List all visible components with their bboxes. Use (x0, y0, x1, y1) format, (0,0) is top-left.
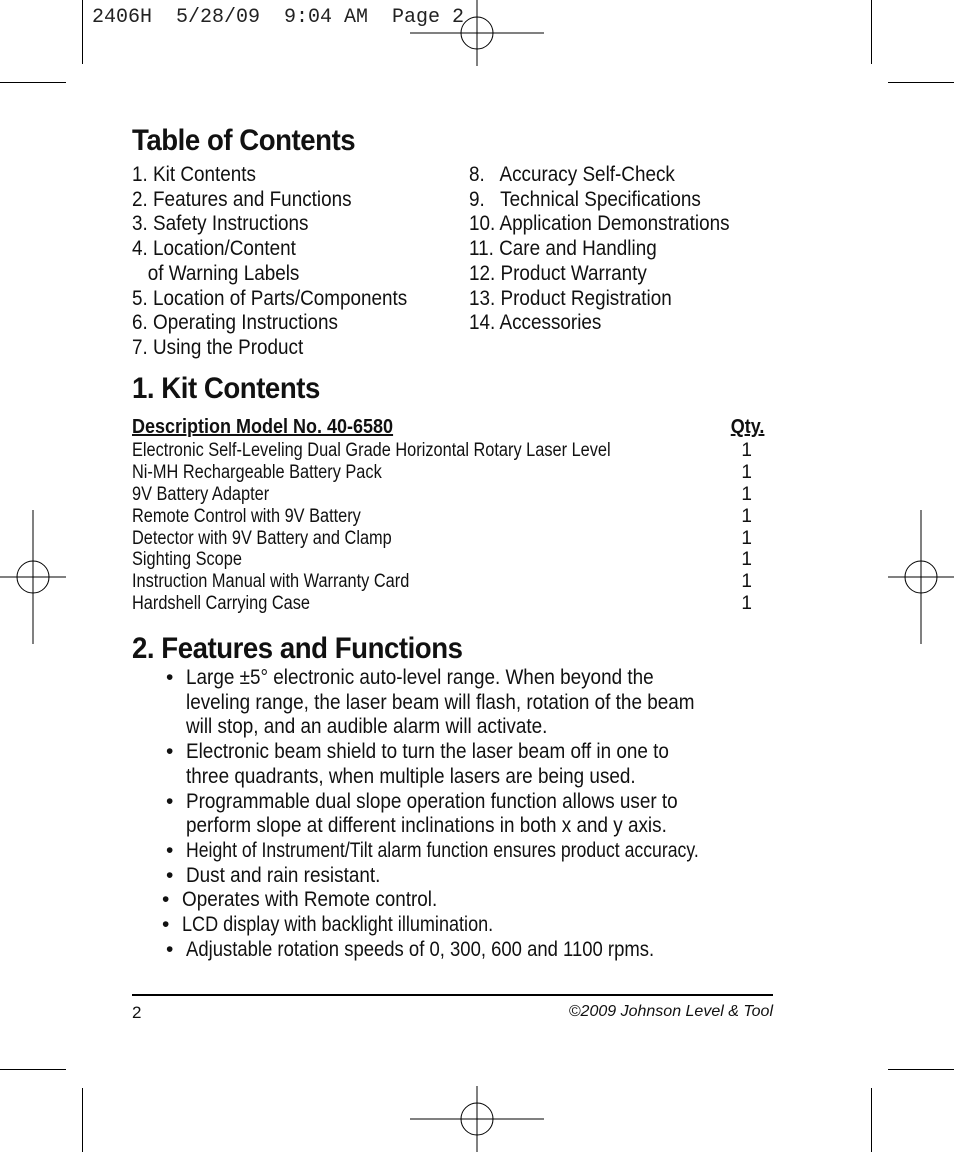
kit-item-qty: 1 (741, 549, 752, 571)
list-item: • Dust and rain resistant. (166, 863, 381, 887)
toc-entry[interactable]: 11. Care and Handling (469, 237, 657, 261)
footer-divider (132, 994, 773, 996)
toc-entry[interactable]: 10. Application Demonstrations (469, 212, 730, 236)
crop-mark (82, 1088, 83, 1152)
bullet-icon: • (162, 888, 170, 912)
table-row (132, 571, 752, 593)
features-list (162, 666, 766, 962)
bullet-icon: • (166, 838, 174, 862)
registration-mark-icon (0, 510, 66, 644)
bullet-icon: • (166, 937, 174, 961)
toc-entry[interactable]: 4. Location/Content (132, 237, 296, 261)
toc-entry[interactable]: 7. Using the Product (132, 335, 304, 359)
page-number: 2 (132, 1003, 142, 1022)
kit-contents-title: 1. Kit Contents (132, 372, 320, 405)
toc-entry[interactable]: 13. Product Registration (469, 286, 672, 310)
kit-item-description: Hardshell Carrying Case (132, 593, 310, 615)
registration-mark-icon (888, 510, 954, 644)
bullet-icon: • (166, 666, 174, 689)
toc-entry[interactable]: of Warning Labels (132, 261, 300, 285)
toc-entry[interactable]: 6. Operating Instructions (132, 311, 338, 335)
crop-mark (871, 1088, 872, 1152)
table-row (132, 440, 752, 462)
kit-item-qty: 1 (741, 440, 752, 461)
kit-table-header (132, 416, 764, 439)
kit-header-description: Description Model No. 40-6580 (132, 416, 394, 438)
kit-item-qty: 1 (741, 483, 752, 505)
table-row (132, 506, 752, 528)
bullet-icon: • (162, 913, 170, 937)
table-row (132, 549, 752, 571)
toc-entry[interactable]: 8. Accuracy Self-Check (469, 163, 675, 186)
kit-item-description: Remote Control with 9V Battery (132, 505, 361, 527)
table-row (132, 462, 752, 484)
list-item: • Large ±5° electronic auto-level range. When beyond the leveling range, the laser beam will flash, rotation of the beam will stop, and an audible alarm will activate. (166, 666, 695, 739)
toc-entry[interactable]: 12. Product Warranty (469, 261, 647, 285)
kit-item-qty: 1 (741, 527, 752, 549)
list-item: • Programmable dual slope operation function allows user to perform slope at different inclinations in both x and y axis. (166, 789, 678, 838)
kit-item-qty: 1 (741, 461, 752, 483)
table-row (132, 593, 752, 615)
crop-mark (82, 0, 83, 64)
toc-right-column (469, 163, 759, 336)
crop-mark (888, 1069, 954, 1070)
kit-item-description: 9V Battery Adapter (132, 483, 270, 505)
kit-item-qty: 1 (741, 505, 752, 527)
crop-mark (871, 0, 872, 64)
crop-mark (0, 82, 66, 83)
kit-item-description: Instruction Manual with Warranty Card (132, 571, 410, 593)
list-item: • LCD display with backlight illumination. (162, 913, 494, 937)
list-item: • Electronic beam shield to turn the laser beam off in one to three quadrants, when multiple lasers are being used. (166, 740, 669, 788)
table-row (132, 484, 752, 506)
print-slug: 2406H 5/28/09 9:04 AM Page 2 (92, 6, 465, 29)
kit-item-description: Sighting Scope (132, 549, 242, 571)
kit-table (132, 440, 752, 615)
toc-entry[interactable]: 1. Kit Contents (132, 163, 256, 186)
registration-mark-icon (410, 1086, 544, 1152)
features-title: 2. Features and Functions (132, 632, 463, 665)
table-row (132, 528, 752, 550)
crop-mark (0, 1069, 66, 1070)
kit-item-description: Electronic Self-Leveling Dual Grade Horizontal Rotary Laser Level (132, 440, 611, 461)
registration-mark-icon (410, 0, 544, 66)
bullet-icon: • (166, 789, 174, 813)
toc-entry[interactable]: 14. Accessories (469, 311, 602, 335)
kit-item-qty: 1 (741, 593, 752, 615)
toc-entry[interactable]: 2. Features and Functions (132, 187, 352, 211)
toc-title: Table of Contents (132, 124, 356, 157)
toc-entry[interactable]: 5. Location of Parts/Components (132, 286, 408, 310)
toc-entry[interactable]: 9. Technical Specifications (469, 187, 701, 211)
kit-item-description: Ni-MH Rechargeable Battery Pack (132, 461, 382, 483)
copyright: ©2009 Johnson Level & Tool (568, 1003, 773, 1020)
kit-item-description: Detector with 9V Battery and Clamp (132, 527, 392, 549)
kit-item-qty: 1 (741, 571, 752, 593)
bullet-icon: • (166, 863, 174, 887)
toc-entry[interactable]: 3. Safety Instructions (132, 212, 309, 236)
list-item: • Adjustable rotation speeds of 0, 300, 600 and 1100 rpms. (166, 937, 655, 961)
list-item: • Height of Instrument/Tilt alarm function ensures product accuracy. (166, 838, 699, 862)
toc-left-column (132, 163, 438, 361)
kit-header-qty: Qty. (730, 416, 764, 438)
crop-mark (888, 82, 954, 83)
list-item: • Operates with Remote control. (162, 888, 438, 912)
bullet-icon: • (166, 740, 174, 764)
